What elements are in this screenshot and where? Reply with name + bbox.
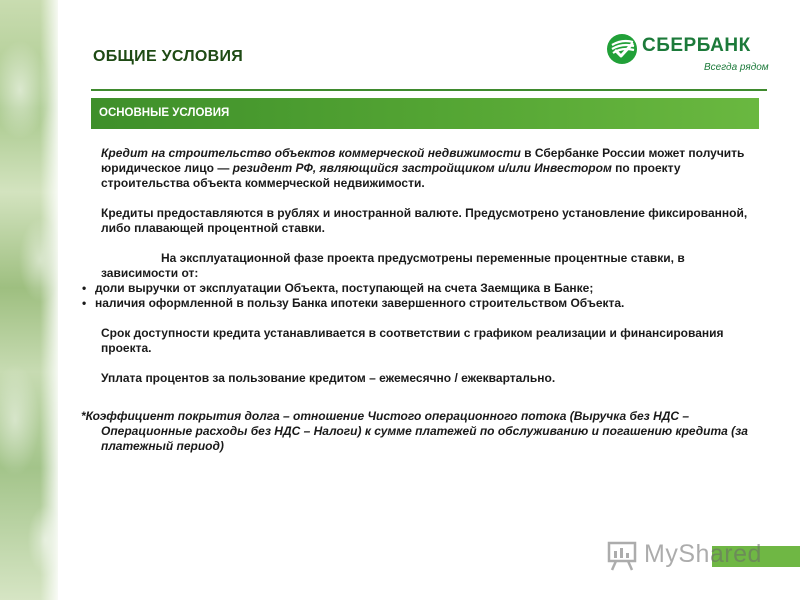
paragraph-availability-term: Срок доступности кредита устанавливается в соответствии с графиком реализации и финансирования проекта. — [101, 326, 724, 355]
page-title: ОБЩИЕ УСЛОВИЯ — [93, 48, 244, 65]
list-item: • доли выручки от эксплуатации Объекта, поступающей на счета Заемщика в Банке; — [80, 281, 760, 296]
section-title: ОСНОВНЫЕ УСЛОВИЯ — [99, 107, 230, 119]
paragraph-credit-eligibility: Кредит на строительство объектов коммерческой недвижимости в Сбербанке России может получить юридическое лицо — резидент РФ, являющийся застройщиком и/или Инвестором по проекту строительства объекта коммерческой недвижимости. — [101, 146, 745, 190]
paragraph-currency: Кредиты предоставляются в рублях и иностранной валюте. Предусмотрено установление фиксированной, либо плавающей процентной ставки. — [101, 206, 748, 235]
sberbank-logo[interactable] — [606, 32, 771, 77]
watermark-text: MyShared — [644, 540, 762, 568]
list-item: • наличия оформленной в пользу Банка ипотеки завершенного строительством Объекта. — [80, 296, 760, 311]
slide-content — [80, 146, 760, 454]
header-divider — [91, 89, 767, 91]
logo-name: СБЕРБАНК — [642, 35, 751, 56]
conditions-list — [80, 281, 760, 311]
watermark — [606, 538, 776, 574]
presentation-board-icon — [606, 540, 640, 572]
section-header-bar — [91, 98, 759, 129]
paragraph-interest-payment: Уплата процентов за пользование кредитом – ежемесячно / ежеквартально. — [101, 371, 556, 385]
logo-slogan: Всегда рядом — [704, 62, 769, 73]
paragraph-variable-rates: На эксплуатационной фазе проекта предусмотрены переменные процентные ставки, в зависимости от: — [101, 251, 685, 280]
decorative-leaf-strip — [0, 0, 58, 600]
sberbank-check-icon — [606, 33, 638, 65]
footnote: *Коэффициент покрытия долга – отношение Чистого операционного потока (Выручка без НДС – Операционные расходы без НДС – Налоги) к сумме платежей по обслуживанию и погашению кредита (за платежный период) — [81, 409, 748, 453]
